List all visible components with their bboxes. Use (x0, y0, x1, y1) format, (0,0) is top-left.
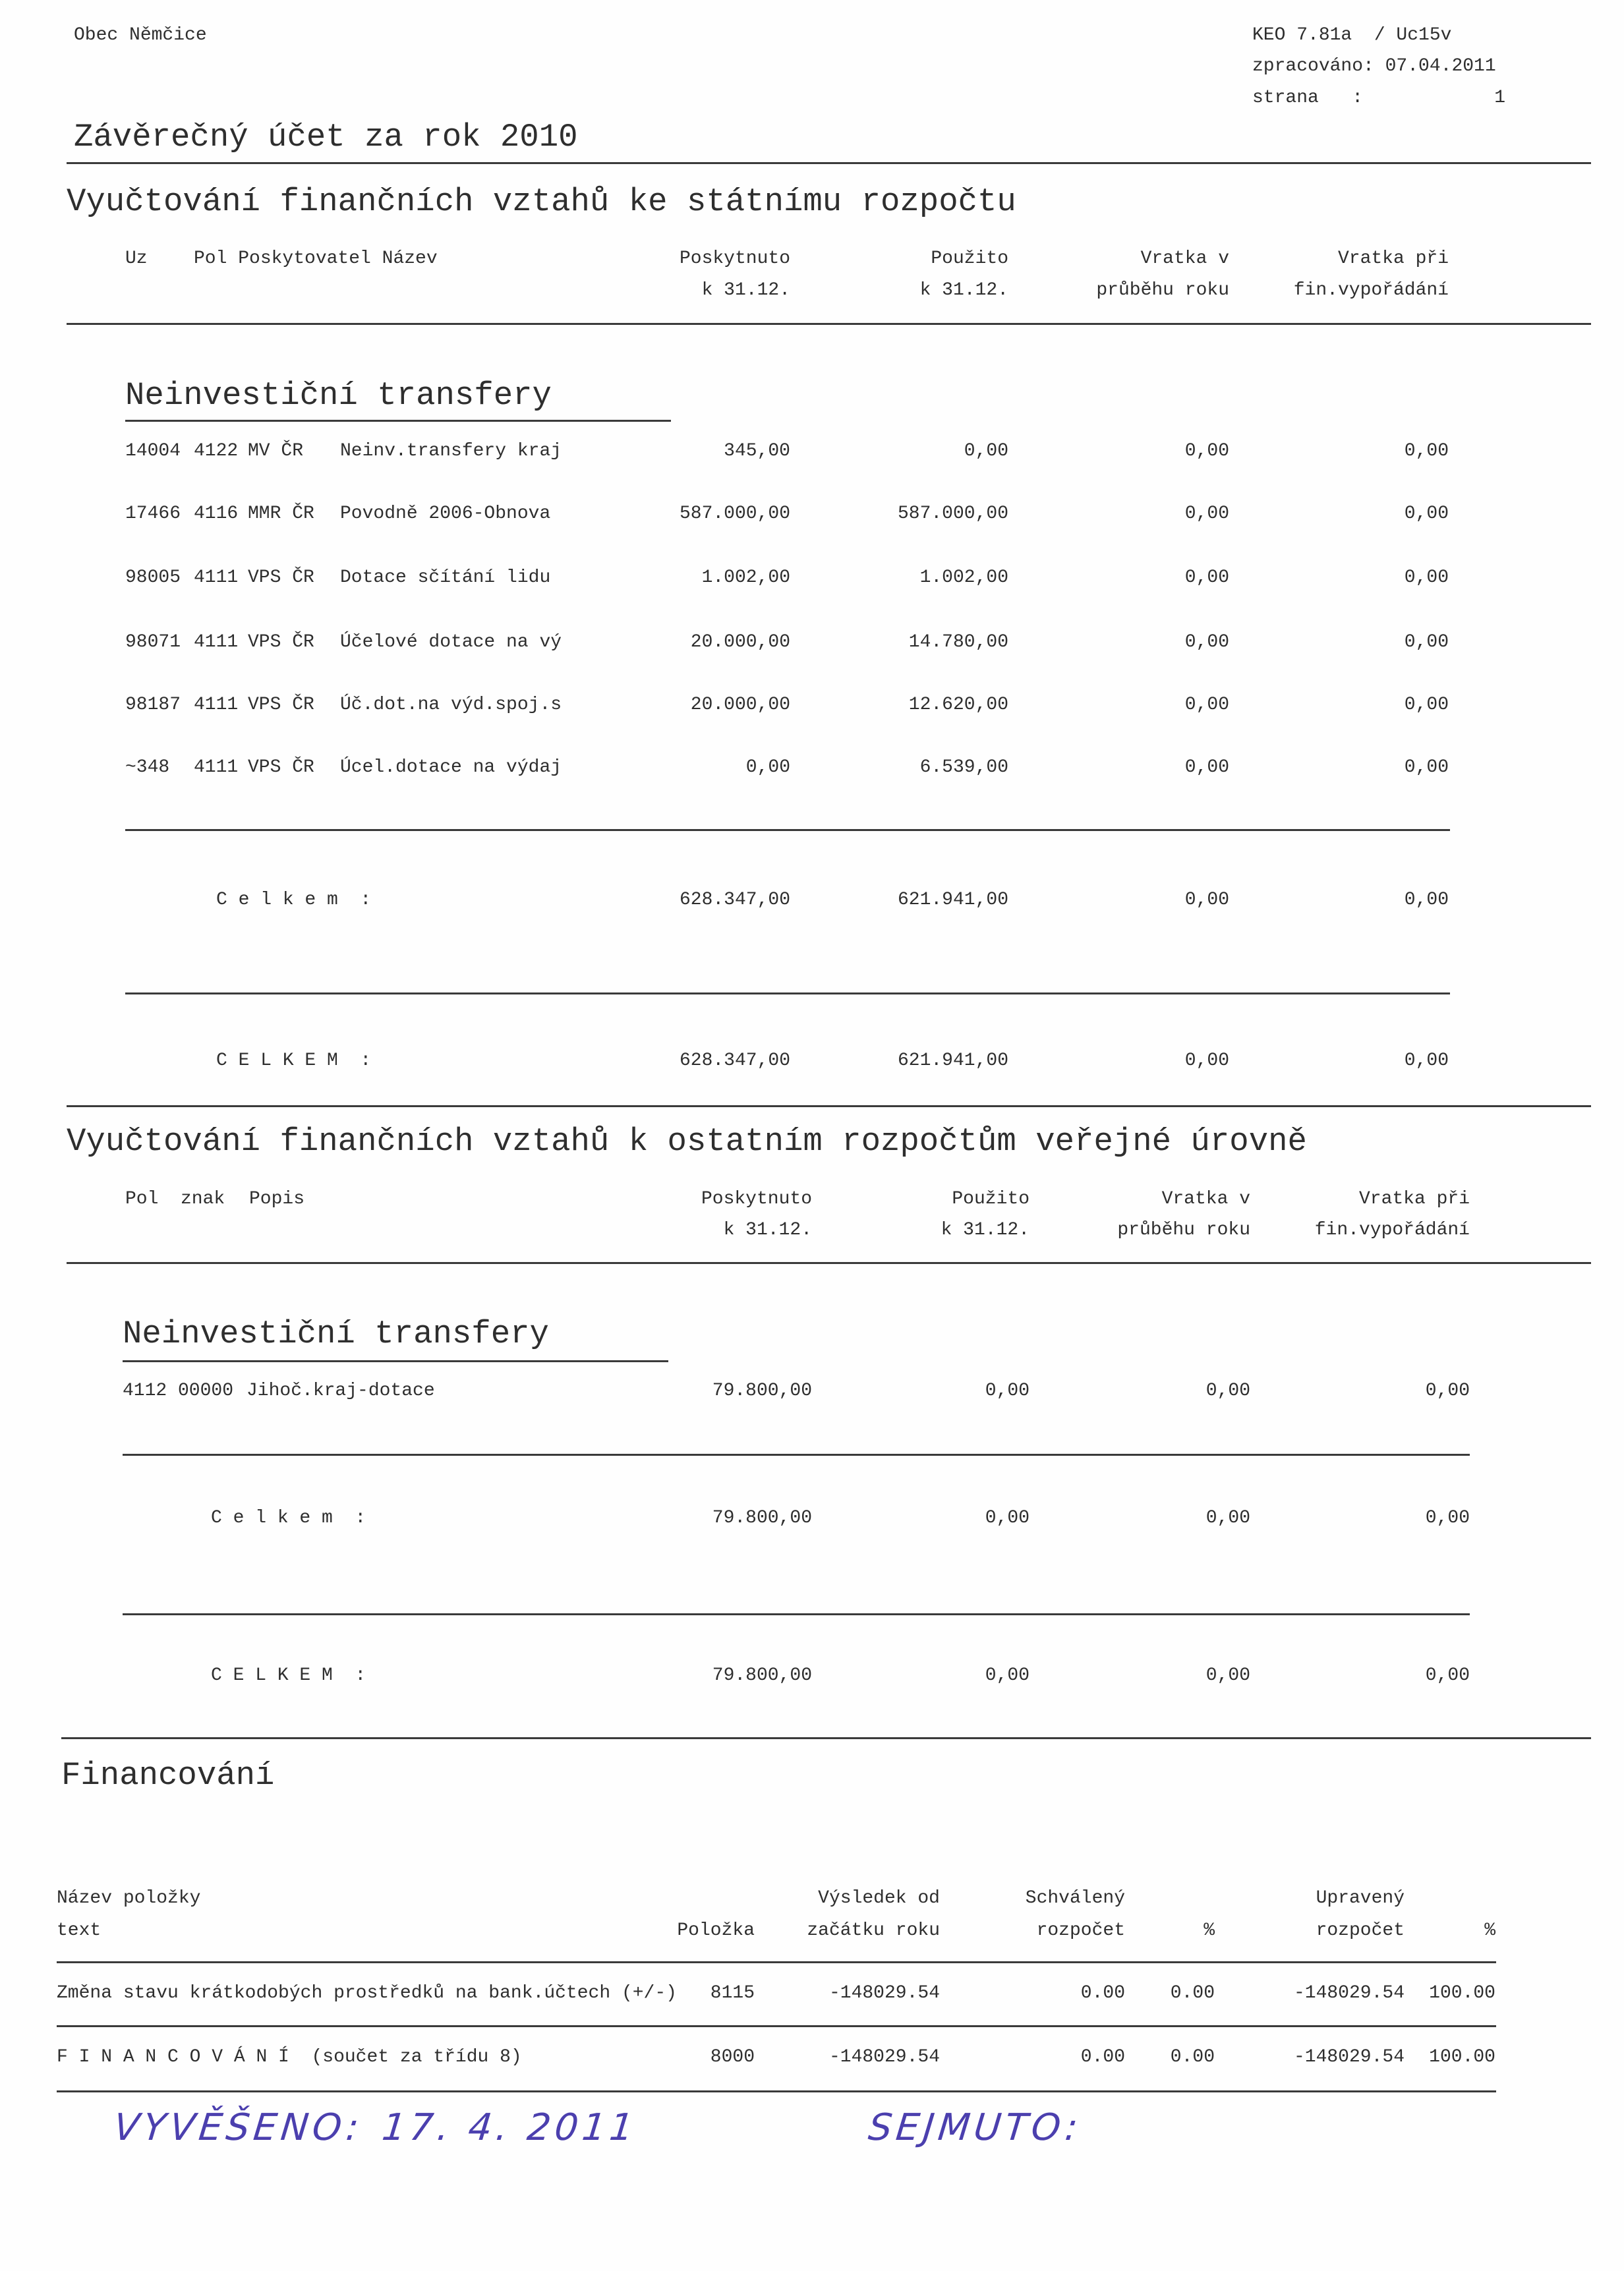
row-pct1: 0.00 (1170, 2047, 1215, 2067)
row-refund-year: 0,00 (1184, 567, 1229, 588)
section-divider (61, 1737, 1591, 1739)
column-header-provided: Poskytnuto (679, 248, 790, 269)
row-provided: 20.000,00 (690, 695, 790, 715)
row-refund-year: 0,00 (1184, 632, 1229, 652)
column-header-approved: Schválený (1025, 1888, 1125, 1909)
column-header-uz: Uz (125, 248, 148, 269)
row-name: Povodně 2006-Obnova (340, 503, 551, 524)
row-refund-settle: 0,00 (1404, 503, 1449, 524)
column-header-znak: znak (181, 1189, 225, 1209)
total-refund-year: 0,00 (1184, 1050, 1229, 1071)
row-divider (57, 2090, 1496, 2092)
column-header-refund_year: Vratka v (1140, 248, 1229, 269)
row-adjusted: -148029.54 (1293, 2047, 1405, 2067)
processed-date: zpracováno: 07.04.2011 (1252, 56, 1496, 76)
subtotal-provided: 628.347,00 (679, 890, 790, 910)
subtotal-refund-year: 0,00 (1184, 890, 1229, 910)
column-header-item: Položka (677, 1920, 755, 1941)
column-header-pol: Pol (125, 1189, 159, 1209)
column-header-result-sub: začátku roku (807, 1920, 940, 1941)
row-pct2: 100.00 (1429, 1983, 1495, 2003)
total-label: C E L K E M : (211, 1665, 366, 1686)
row-adjusted: -148029.54 (1293, 1983, 1405, 2003)
row-provided: 1.002,00 (701, 567, 790, 588)
section-title-other-budgets: Vyučtování finančních vztahů k ostatním rozpočtům veřejné úrovně (67, 1123, 1307, 1160)
row-used: 0,00 (985, 1381, 1030, 1401)
row-pol: 4111 (194, 695, 239, 715)
total-divider (123, 1613, 1470, 1615)
column-header-provided-sub: k 31.12. (723, 1220, 812, 1240)
total-divider (125, 992, 1450, 994)
municipality-name: Obec Němčice (74, 25, 207, 45)
row-used: 1.002,00 (919, 567, 1008, 588)
group-title: Neinvestiční transfery (125, 377, 552, 414)
row-name: Úcel.dotace na výdaj (340, 757, 562, 778)
row-name: F I N A N C O V Á N Í (součet za třídu 8) (57, 2047, 522, 2067)
subtotal-refund-settle: 0,00 (1425, 1508, 1470, 1528)
column-header-text: text (57, 1920, 102, 1941)
row-znak: 00000 (178, 1381, 234, 1401)
row-uz: 98071 (125, 632, 181, 652)
page-label: strana : (1252, 88, 1364, 108)
row-provider: VPS ČR (248, 695, 314, 715)
row-refund-year: 0,00 (1205, 1381, 1250, 1401)
handwritten-posted-label: VYVĚŠENO: (111, 2106, 365, 2149)
row-pol: 4116 (194, 503, 239, 524)
row-used: 0,00 (964, 441, 1008, 461)
row-provided: 79.800,00 (712, 1381, 812, 1401)
total-label: C E L K E M : (216, 1050, 372, 1071)
group-title: Neinvestiční transfery (123, 1315, 549, 1352)
row-name: Dotace sčítání lidu (340, 567, 551, 588)
section-title-state-budget: Vyučtování finančních vztahů ke státnímu rozpočtu (67, 183, 1016, 220)
total-refund-year: 0,00 (1205, 1665, 1250, 1686)
column-header-used-sub: k 31.12. (919, 280, 1008, 301)
group-underline (123, 1360, 668, 1362)
row-uz: 14004 (125, 441, 181, 461)
document-title: Závěrečný účet za rok 2010 (74, 119, 578, 156)
row-provided: 0,00 (745, 757, 790, 778)
column-header-adjusted: Upravený (1316, 1888, 1405, 1909)
total-refund-settle: 0,00 (1425, 1665, 1470, 1686)
header-divider (67, 1262, 1591, 1264)
row-refund-settle: 0,00 (1404, 632, 1449, 652)
column-header-refund_settle: Vratka při (1337, 248, 1449, 269)
row-uz: ~348 (125, 757, 170, 778)
subtotal-label: C e l k e m : (211, 1508, 366, 1528)
column-header-result: Výsledek od (818, 1888, 940, 1909)
page-number: 1 (1494, 88, 1505, 108)
row-popis: Jihoč.kraj-dotace (246, 1381, 435, 1401)
column-header-pol-provider-name: Pol Poskytovatel Název (194, 248, 438, 269)
row-pol: 4111 (194, 757, 239, 778)
column-header-refund_year-sub: průběhu roku (1117, 1220, 1250, 1240)
row-used: 12.620,00 (908, 695, 1008, 715)
header-divider (57, 1961, 1496, 1963)
row-item: 8000 (710, 2047, 755, 2067)
column-header-refund_year: Vratka v (1161, 1189, 1250, 1209)
total-used: 621.941,00 (897, 1050, 1008, 1071)
row-pct2: 100.00 (1429, 2047, 1495, 2067)
column-header-provided: Poskytnuto (701, 1189, 812, 1209)
column-header-used: Použito (952, 1189, 1030, 1209)
row-approved: 0.00 (1080, 1983, 1125, 2003)
row-result: -148029.54 (828, 2047, 940, 2067)
row-provider: VPS ČR (248, 757, 314, 778)
column-header-percent: % (1484, 1920, 1495, 1941)
total-used: 0,00 (985, 1665, 1030, 1686)
row-provided: 587.000,00 (679, 503, 790, 524)
row-refund-settle: 0,00 (1404, 757, 1449, 778)
row-refund-settle: 0,00 (1404, 695, 1449, 715)
row-pol: 4111 (194, 632, 239, 652)
row-name: Změna stavu krátkodobých prostředků na bank.účtech (+/-) (57, 1983, 677, 2003)
section-title-financing: Financování (61, 1757, 275, 1794)
row-refund-year: 0,00 (1184, 503, 1229, 524)
row-name: Úč.dot.na výd.spoj.s (340, 695, 562, 715)
header-divider (67, 323, 1591, 325)
total-refund-settle: 0,00 (1404, 1050, 1449, 1071)
row-name: Neinv.transfery kraj (340, 441, 562, 461)
row-refund-year: 0,00 (1184, 441, 1229, 461)
subtotal-used: 621.941,00 (897, 890, 1008, 910)
row-refund-settle: 0,00 (1404, 441, 1449, 461)
row-pol: 4122 (194, 441, 239, 461)
column-header-refund_settle: Vratka při (1358, 1189, 1470, 1209)
column-header-name: Název položky (57, 1888, 201, 1909)
row-provided: 345,00 (724, 441, 790, 461)
total-provided: 628.347,00 (679, 1050, 790, 1071)
group-underline (125, 420, 671, 422)
column-header-refund_settle-sub: fin.vypořádání (1314, 1220, 1470, 1240)
row-provider: MMR ČR (248, 503, 314, 524)
column-header-used-sub: k 31.12. (941, 1220, 1030, 1240)
row-provided: 20.000,00 (690, 632, 790, 652)
column-header-refund_year-sub: průběhu roku (1096, 280, 1229, 301)
subtotal-label: C e l k e m : (216, 890, 372, 910)
section-divider (67, 1105, 1591, 1107)
handwritten-posted-date: 17. 4. 2011 (380, 2106, 640, 2149)
column-header-used: Použito (931, 248, 1008, 269)
row-divider (57, 2025, 1496, 2027)
row-provider: VPS ČR (248, 567, 314, 588)
total-provided: 79.800,00 (712, 1665, 812, 1686)
row-approved: 0.00 (1080, 2047, 1125, 2067)
row-item: 8115 (710, 1983, 755, 2003)
row-pol: 4111 (194, 567, 239, 588)
row-used: 6.539,00 (919, 757, 1008, 778)
row-refund-year: 0,00 (1184, 757, 1229, 778)
row-pol: 4112 (123, 1381, 167, 1401)
column-header-refund_settle-sub: fin.vypořádání (1293, 280, 1449, 301)
row-provider: VPS ČR (248, 632, 314, 652)
row-refund-settle: 0,00 (1425, 1381, 1470, 1401)
row-pct1: 0.00 (1170, 1983, 1215, 2003)
row-refund-settle: 0,00 (1404, 567, 1449, 588)
title-divider (67, 162, 1591, 164)
subtotal-provided: 79.800,00 (712, 1508, 812, 1528)
column-header-adjusted-sub: rozpočet (1316, 1920, 1405, 1941)
column-header-provided-sub: k 31.12. (701, 280, 790, 301)
subtotal-used: 0,00 (985, 1508, 1030, 1528)
column-header-percent: % (1204, 1920, 1215, 1941)
row-uz: 17466 (125, 503, 181, 524)
row-result: -148029.54 (828, 1983, 940, 2003)
program-version: KEO 7.81a / Uc15v (1252, 25, 1452, 45)
row-uz: 98005 (125, 567, 181, 588)
row-uz: 98187 (125, 695, 181, 715)
subtotal-divider (123, 1454, 1470, 1456)
row-name: Účelové dotace na vý (340, 632, 562, 652)
subtotal-divider (125, 829, 1450, 831)
subtotal-refund-settle: 0,00 (1404, 890, 1449, 910)
subtotal-refund-year: 0,00 (1205, 1508, 1250, 1528)
row-provider: MV ČR (248, 441, 304, 461)
row-used: 587.000,00 (897, 503, 1008, 524)
row-refund-year: 0,00 (1184, 695, 1229, 715)
handwritten-removed-label: SEJMUTO: (866, 2106, 1084, 2149)
column-header-approved-sub: rozpočet (1036, 1920, 1125, 1941)
row-used: 14.780,00 (908, 632, 1008, 652)
column-header-popis: Popis (249, 1189, 305, 1209)
